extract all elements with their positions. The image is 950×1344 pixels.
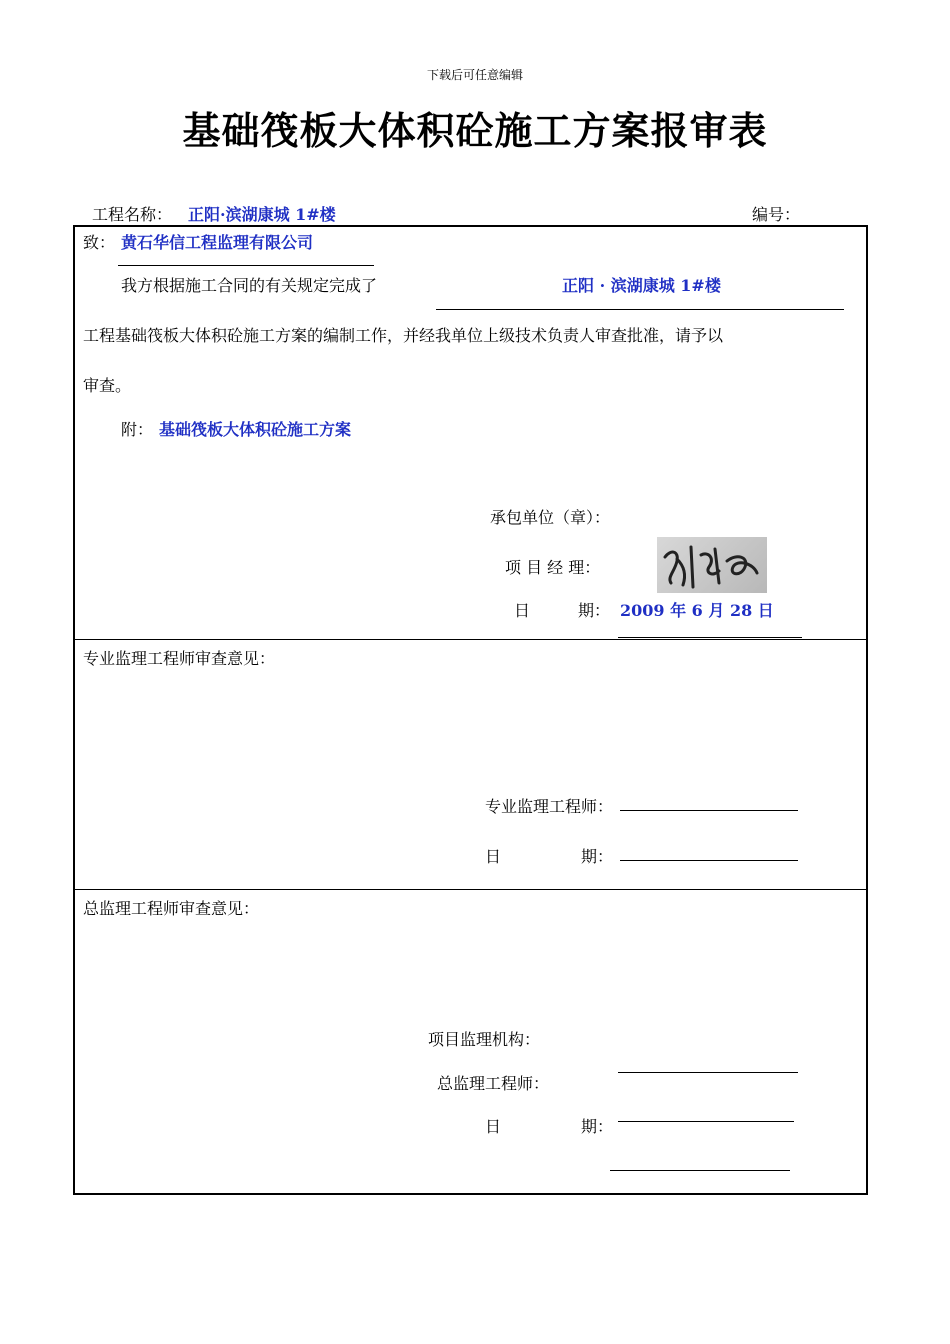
- manager-label: 项 目 经 理：: [505, 558, 601, 577]
- project-reference-underline: [436, 309, 844, 310]
- date-line-2: [620, 860, 798, 861]
- date-value-1: 2009 年 6 月 28 日: [620, 601, 774, 620]
- project-label: 工程名称：: [92, 205, 173, 224]
- intro-text: 我方根据施工合同的有关规定完成了: [121, 276, 378, 295]
- date-label-2: 日 期：: [485, 847, 614, 866]
- section-divider-2: [73, 889, 868, 890]
- body-line-1: 工程基础筏板大体积砼施工方案的编制工作，并经我单位上级技术负责人审查批准，请予以: [83, 326, 724, 345]
- contractor-label: 承包单位（章）：: [490, 508, 611, 527]
- number-label: 编号：: [752, 205, 801, 224]
- date-underline-1: [618, 637, 802, 638]
- engineer-review-title: 专业监理工程师审查意见：: [83, 649, 276, 668]
- chief-signature-line: [618, 1121, 794, 1122]
- attachment-label: 附：: [121, 420, 154, 439]
- date-line-3: [610, 1170, 790, 1171]
- attachment-value: 基础筏板大体积砼施工方案: [159, 420, 352, 439]
- body-line-2: 审查。: [83, 376, 132, 395]
- project-reference: 正阳 · 滨湖康城 1#楼: [562, 276, 721, 295]
- to-value: 黄石华信工程监理有限公司: [121, 233, 314, 252]
- signature-image: [657, 537, 767, 593]
- signature-stroke: [657, 537, 767, 593]
- engineer-signature-line: [620, 810, 798, 811]
- engineer-label: 专业监理工程师：: [485, 797, 614, 816]
- date-label-1: 日 期：: [514, 601, 611, 620]
- to-underline: [118, 265, 374, 266]
- section-divider-1: [73, 639, 868, 640]
- org-label: 项目监理机构：: [428, 1030, 541, 1049]
- chief-review-title: 总监理工程师审查意见：: [83, 899, 260, 918]
- project-name: 正阳·滨湖康城 1#楼: [188, 205, 336, 224]
- top-note: 下载后可任意编辑: [426, 68, 523, 82]
- chief-engineer-label: 总监理工程师：: [437, 1074, 550, 1093]
- to-label: 致：: [83, 233, 116, 252]
- org-signature-line: [618, 1072, 798, 1073]
- page-title: 基础筏板大体积砼施工方案报审表: [182, 108, 768, 153]
- date-label-3: 日 期：: [485, 1117, 614, 1136]
